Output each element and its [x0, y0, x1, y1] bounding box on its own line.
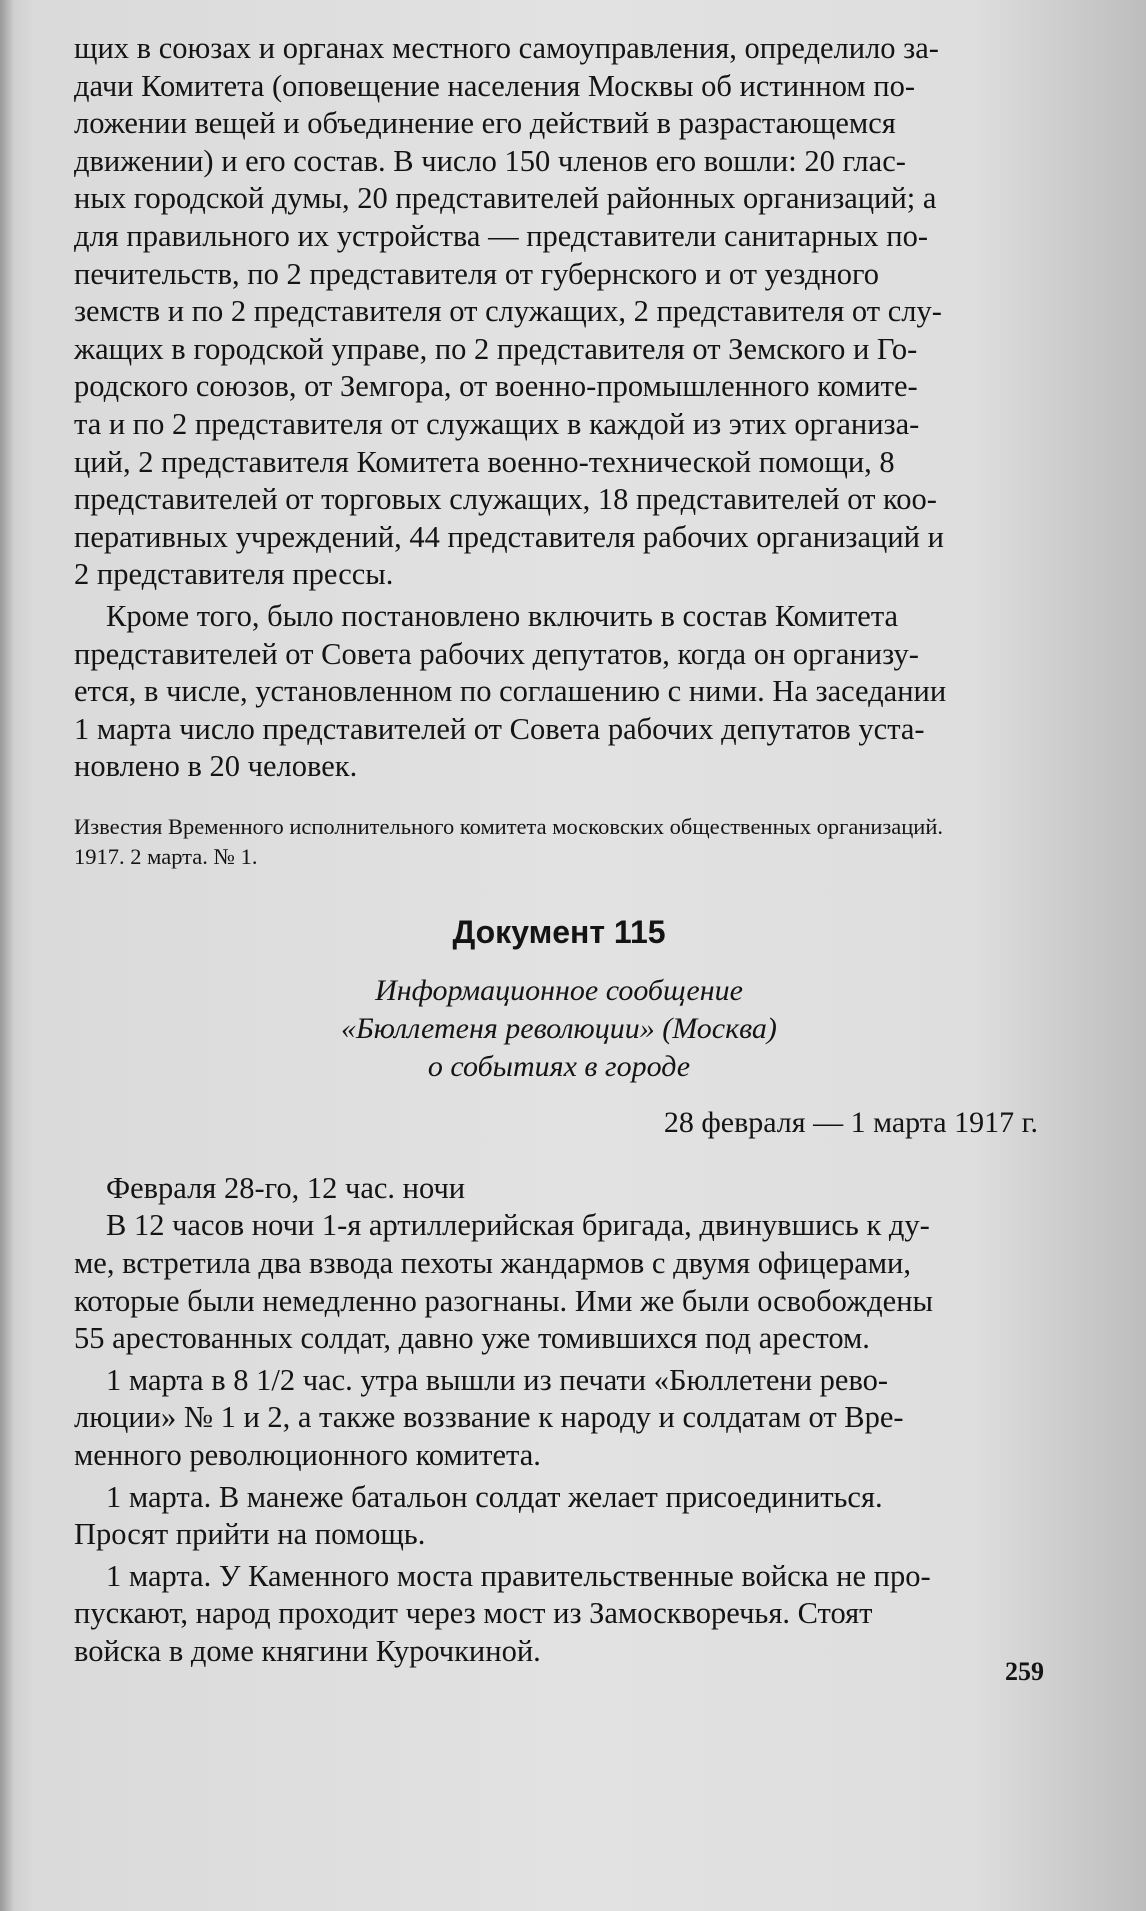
paragraph: Февраля 28-го, 12 час. ночи	[106, 1170, 466, 1205]
spacer	[74, 1142, 1044, 1170]
paragraph: Кроме того, было постановлено включить в состав Комитета представителей от Совета рабочих депутатов, когда он организу- ется, в числе, установленном по соглашению с ними. На заседании 1 марта число представителей от Совета рабочих депутатов уста- новлено в 20 человек.	[74, 598, 947, 784]
source-citation: Известия Временного исполнительного комитета московских общественных организаций. 1917. 2 марта. № 1.	[74, 813, 944, 869]
paragraph: 1 марта в 8 1/2 час. утра вышли из печати «Бюллетени рево- люции» № 1 и 2, а также воззвание к народу и солдатам от Вре- менного революционного комитета.	[74, 1362, 904, 1473]
page-number: 259	[1005, 1657, 1044, 1686]
document-title: Документ 115	[452, 913, 666, 950]
page-text	[74, 30, 1044, 1671]
paragraph: 1 марта. В манеже батальон солдат желает присоединиться. Просят прийти на помощь.	[74, 1479, 883, 1552]
document-subtitle: Информационное сообщение «Бюллетеня революции» (Москва) о событиях в городе	[341, 973, 777, 1083]
binding-shadow	[0, 0, 14, 1911]
paragraph: 1 марта. У Каменного моста правительственные войска не про- пускают, народ проходит через мост из Замоскворечья. Стоят войска в доме княгини Курочкиной.	[74, 1558, 931, 1668]
paragraph: В 12 часов ночи 1-я артиллерийская бригада, двинувшись к ду- ме, встретила два взвода пехоты жандармов с двумя офицерами, которые были немедленно разогнаны. Ими же были освобождены 55 арестованных солдат, давно уже томившихся под арестом.	[74, 1208, 934, 1356]
paragraph: щих в союзах и органах местного самоуправления, определило за- дачи Комитета (оповещение населения Москвы об истинном по- ложении вещей и объединение его действий в разрастающемся движении) и его состав. В число 150 членов его вошли: 20 глас- ных городской думы, 20 представителей районных организаций; а для правильного их устройства — представители санитарных по- печительств, по 2 представителя от губернского и от уездного земств и по 2 представителя от служащих, 2 представителя от слу- жащих в городской управе, по 2 представителя от Земского и Го- родского союзов, от Земгора, от военно-промышленного комите- та и по 2 представителя от служащих в каждой из этих организа- ций, 2 представителя Комитета военно-технической помощи, 8 представителей от торговых служащих, 18 представителей от коо- перативных учреждений, 44 представителя рабочих организаций и 2 представителя прессы.	[74, 31, 944, 592]
document-date: 28 февраля — 1 марта 1917 г.	[663, 1105, 1038, 1139]
